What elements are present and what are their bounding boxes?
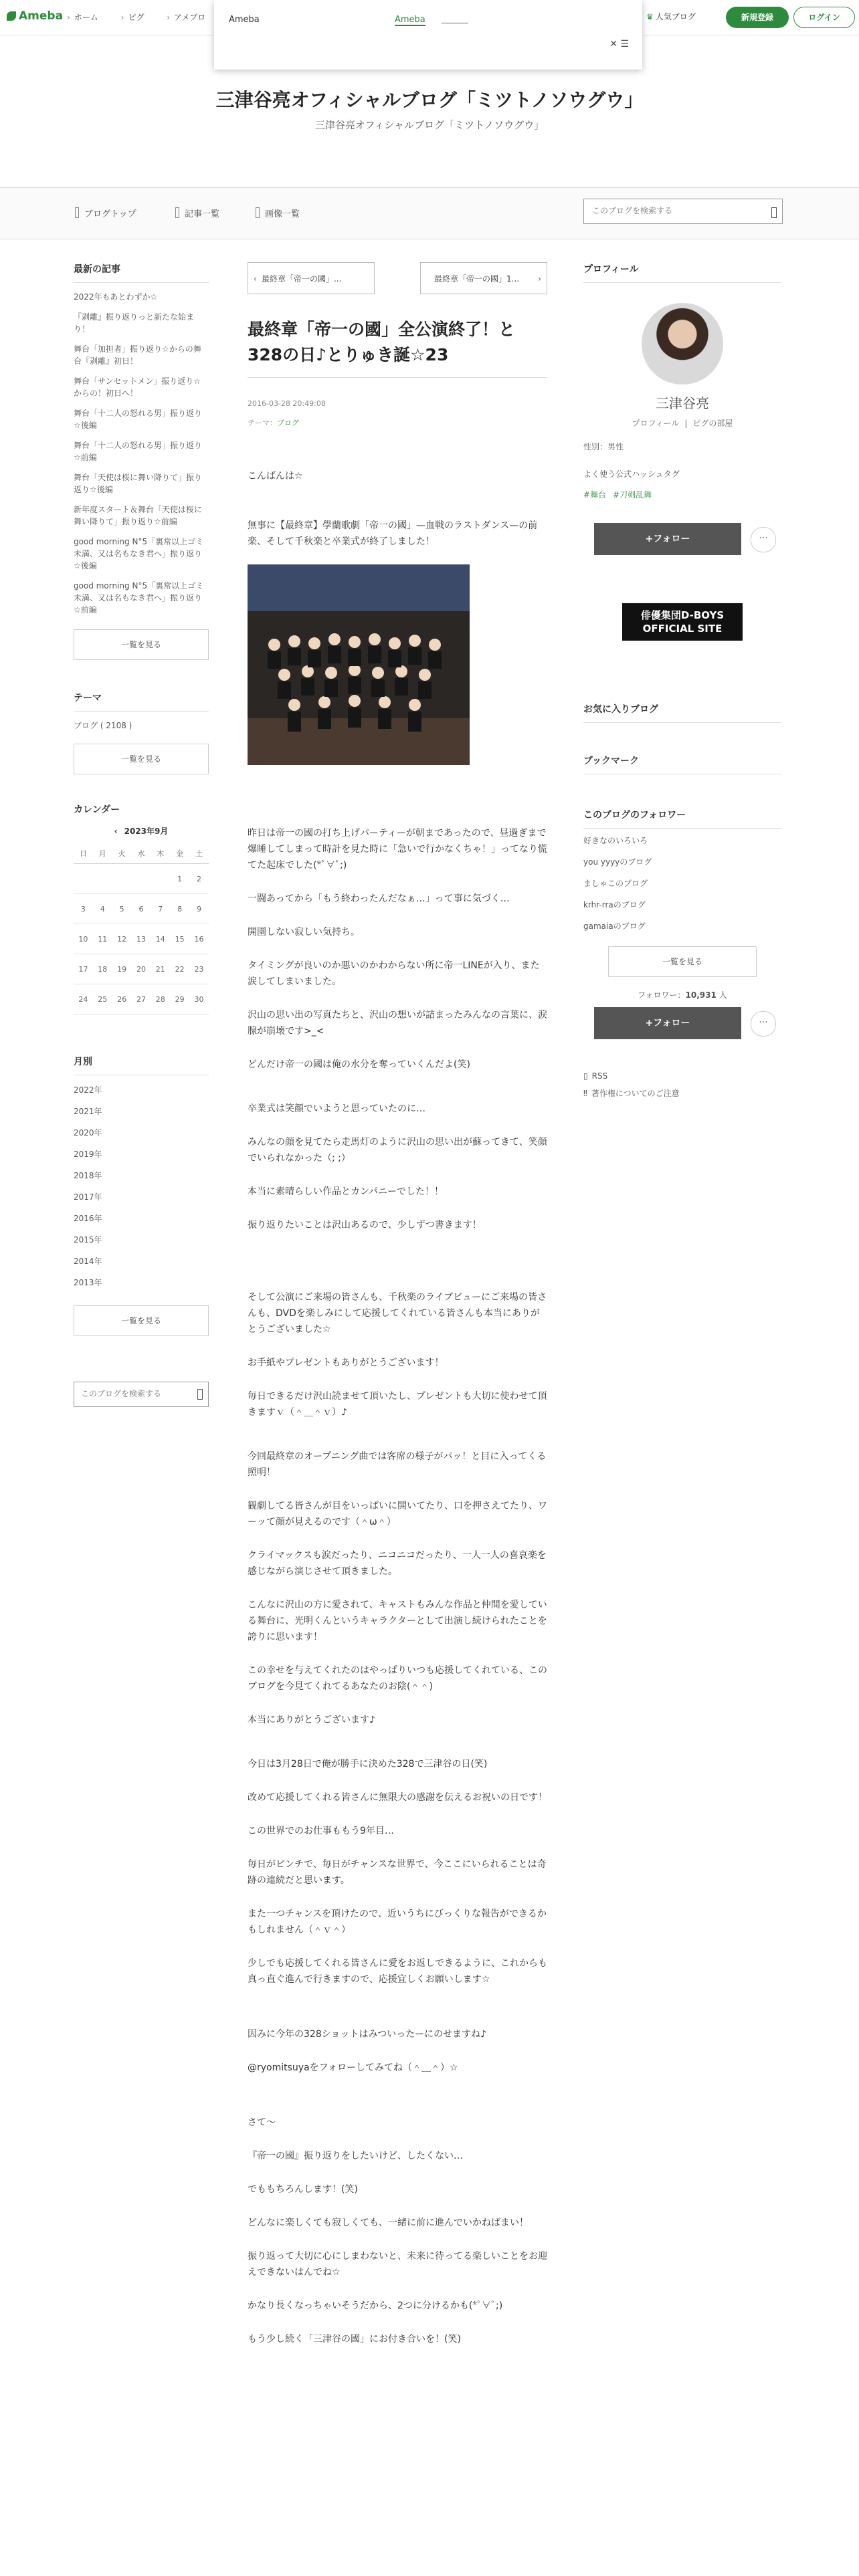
calendar-day: 11 [93,924,112,954]
weekday-label: 木 [151,843,170,864]
archive-year-link[interactable]: 2018年 [74,1171,102,1180]
blog-navbar [0,187,859,239]
recent-article-link[interactable]: 舞台「十二人の怒れる男」振り返り☆後編 [74,409,203,430]
recent-article-link[interactable]: good morning N°5「裏常以上ゴミ未満、又は名もなき君へ」振り返り☆前編 [74,581,204,615]
copyright-icon: ‼ [583,1089,587,1098]
hashtag-link[interactable]: #刀剣乱舞 [613,490,652,500]
article-paragraph: お手紙やプレゼントもありがとうございます！ [248,1358,444,1368]
calendar-day: 15 [170,924,189,954]
follow-button[interactable]: +フォロー [594,1007,741,1039]
article-paragraph: 本当に素晴らしい作品とカンパニーでした！！ [248,1186,444,1197]
calendar-day [132,864,151,894]
archive-year-link[interactable]: 2021年 [74,1107,102,1116]
login-button[interactable]: ログイン [793,7,855,28]
article-paragraph: 今回最終章のオープニング曲では客席の様子がパッ！と目に入ってくる照明！ [248,1451,547,1478]
dboys-official-banner[interactable] [622,603,743,641]
article-paragraph: 『帝一の國』振り返りをしたいけど、したくない… [248,2151,463,2161]
popular-label: 人気ブログ [655,12,696,21]
article-datetime: 2016-03-28 20:49:08 [248,399,326,408]
article-theme [248,417,547,428]
calendar-day: 3 [74,894,93,924]
article-paragraph: 卒業式は笑顔でいようと思っていたのに… [248,1103,425,1114]
calendar-day: 6 [132,894,151,924]
archive-year-link[interactable]: 2015年 [74,1235,102,1245]
weekday-label: 火 [112,843,132,864]
theme-link[interactable]: ブログ ( 2108 ) [74,721,132,730]
article-paragraph: どんなに楽しくても寂しくても、一緒に前に進んでいかねばまい！ [248,2218,529,2228]
calendar-day [151,864,170,894]
top-nav [67,11,225,23]
article-paragraph: 振り返りたいことは沢山あるので、少しずつ書きます！ [248,1220,482,1230]
blog-search-box [583,199,783,224]
sidebar-search-input[interactable] [74,1382,195,1405]
dropdown-active-tab[interactable]: Ameba [395,15,425,25]
article-paragraph: 昨日は帝一の國の打ち上げパーティーが朝まであったので、昼過ぎまで爆睡してしまって時計を見た時に「急いで行かなくちゃ！」ってなり慌てた起床でした(*ﾟ∀ﾟ;) [248,828,547,871]
top-nav-pigg[interactable]: › ピグ [121,13,145,22]
article-title[interactable]: 最終章「帝一の國」全公演終了！と328の日♪とりゅき誕☆23 [248,320,516,364]
ameba-menu-dropdown [214,0,642,70]
weekday-label: 金 [170,843,189,864]
followers-list [583,830,781,937]
recent-articles-list [74,291,209,616]
article-paragraph: また一つチャンスを頂けたので、近いうちにびっくりな報告ができるかもしれません（＾ｖ＾） [248,1909,547,1935]
calendar-month-label: 2023年9月 [124,827,169,836]
top-nav-home[interactable]: › ホーム [67,13,98,22]
favorite-blogs-heading: お気に入りブログ [583,702,781,723]
cast-group-photo[interactable] [248,564,470,765]
follower-blog-link[interactable]: krhr-rraのブログ [583,900,646,909]
dropdown-ameba-link[interactable]: Ameba [229,15,260,25]
dropdown-close-menu-icons[interactable]: ✕ ☰ [609,39,629,49]
logo-text: Ameba [19,9,64,23]
calendar-month [74,825,209,837]
calendar-heading: カレンダー [74,804,120,815]
left-sidebar [74,262,209,1407]
theme-link[interactable]: ブログ [277,419,299,427]
archive-year-link[interactable]: 2019年 [74,1150,102,1159]
recent-article-link[interactable]: 舞台「サンセットメン」振り返り☆からの！初日へ！ [74,377,201,398]
article [248,262,547,2347]
photo-illustration [248,564,470,765]
profile-heading: プロフィール [583,262,781,283]
nav-article-list[interactable]: 記事一覧 [175,207,219,219]
calendar-day: 26 [112,984,132,1014]
popular-blog-link[interactable] [646,11,696,22]
rss-label: RSS [591,1071,608,1081]
crown-icon: ♛ [646,12,654,21]
article-paragraph: 今日は3月28日で俺が勝手に決めた328で三津谷の日(笑) [248,1759,488,1769]
sidebar-search-box [74,1382,209,1407]
calendar-day: 8 [170,894,189,924]
calendar-day: 12 [112,924,132,954]
followers-more-button[interactable]: 一覧を見る [608,946,757,977]
theme-label: テーマ： [248,419,277,427]
follow-row-2 [583,1007,781,1041]
follow-row [583,523,781,556]
search-icon[interactable] [197,1389,203,1400]
article-paragraph: 毎日がピンチで、毎日がチャンスな世界で、今ここにいられることは奇跡の連続だと思います。 [248,1859,547,1886]
signup-button[interactable]: 新規登録 [726,7,789,28]
article-body [248,468,547,2347]
article-paragraph: 因みに今年の328ショットはみついったーにのせますね♪ [248,2029,487,2040]
article-paragraph: 改めて応援してくれる皆さんに無限大の感謝を伝えるお祝いの日です！ [248,1792,547,1803]
archive-year-link[interactable]: 2013年 [74,1278,102,1287]
calendar-day: 1 [170,864,189,894]
article-paragraph: もう少し続く「三津谷の國」にお付き合いを！(笑) [248,2334,461,2345]
archive-list [74,1079,209,1293]
follower-count-value: 10,931 [685,990,717,1000]
ameba-logo[interactable] [7,9,63,23]
banner-line2: OFFICIAL SITE [642,623,723,635]
dboys-banner-wrap [583,603,781,641]
recent-article-link[interactable]: good morning N°5「裏常以上ゴミ未満、又は名もなき君へ」振り返り☆後編 [74,537,204,570]
calendar-day: 5 [112,894,132,924]
more-options-icon[interactable]: ··· [751,527,776,552]
nav-image-list[interactable]: 画像一覧 [256,207,300,219]
calendar-day: 20 [132,954,151,984]
profile-gender: 性別：男性 [583,442,624,451]
archive-year-link[interactable]: 2014年 [74,1257,102,1266]
article-paragraph: 一闘あってから「もう終わったんだなぁ…」って事に気づく… [248,893,510,904]
calendar-day: 7 [151,894,170,924]
follower-count-unit: 人 [719,990,727,1000]
prev-article-link[interactable]: ‹ 最終章「帝一の國」... [248,262,375,294]
calendar-day: 19 [112,954,132,984]
calendar-day: 2 [189,864,209,894]
article-paragraph: この幸せを与えてくれたのはやっぱりいつも応援してくれている、このブログを今見てくれてるあなたのお陰(＾＾) [248,1665,547,1692]
calendar-day: 24 [74,984,93,1014]
profile-link[interactable]: プロフィール [632,419,680,428]
article-paragraph: みんなの顔を見てたら走馬灯のように沢山の思い出が蘇ってきて、笑顔でいられなかった（; ;） [248,1137,547,1164]
article-paragraph: 無事に【最終章】學蘭歌劇「帝一の國」—血戦のラストダンス—の前楽、そして千秋楽と卒業式が終了しました！ [248,520,538,547]
calendar [74,825,209,1014]
calendar-day: 29 [170,984,189,1014]
article-paragraph: かなり長くなっちゃいそうだから、2つに分けるかも(*ﾟ∀ﾟ;) [248,2300,503,2311]
title-divider [248,377,547,378]
calendar-day [112,864,132,894]
copyright-link[interactable] [583,1087,781,1099]
article-paragraph: さて〜 [248,2117,276,2128]
link-separator: | [684,419,688,428]
right-sidebar [583,262,781,1099]
blog-title[interactable]: 三津谷亮オフィシャルブログ「ミツトノソウグウ」 [215,89,644,111]
article-paragraph: 少しでも応援してくれる皆さんに愛をお返しできるように、これからも真っ直ぐ進んで行きますので、応援宜しくお願いします☆ [248,1958,547,1985]
calendar-day: 25 [93,984,112,1014]
rss-link[interactable] [583,1071,781,1081]
weekday-label: 日 [74,843,93,864]
weekday-label: 水 [132,843,151,864]
calendar-day: 9 [189,894,209,924]
hashtag-list [583,489,781,500]
calendar-day: 14 [151,924,170,954]
archive-heading: 月別 [74,1055,209,1075]
leaf-icon [7,11,16,21]
article-paragraph: @ryomitsuyaをフォローしてみてね（＾＿＾）☆ [248,2062,458,2073]
article-paragraph: こんばんは☆ [248,471,303,481]
blog-description: 三津谷亮オフィシャルブログ「ミツトノソウグウ」 [314,119,545,131]
more-options-icon[interactable]: ··· [751,1011,776,1037]
rss-icon: ▯ [583,1071,588,1081]
weekday-label: 土 [189,843,209,864]
follower-blog-link[interactable]: ましゃこのブログ [583,879,648,888]
archive-year-link[interactable]: 2016年 [74,1214,102,1223]
calendar-day: 23 [189,954,209,984]
article-paragraph: 沢山の思い出の写真たちと、沢山の想いが詰まったみんなの言葉に、涙腺が崩壊です>_< [248,1010,547,1037]
recent-article-link[interactable]: 舞台「十二人の怒れる男」振り返り☆前編 [74,441,203,462]
calendar-day: 13 [132,924,151,954]
archive-year-link[interactable]: 2020年 [74,1128,102,1138]
article-paragraph: 観劇してる皆さんが目をいっぱいに開いてたり、口を押さえてたり、ワーッて顔が見えるのです（＾ω＾） [248,1501,547,1527]
followers-heading: このブログのフォロワー [583,808,781,829]
article-paragraphs [248,825,547,2347]
calendar-day: 28 [151,984,170,1014]
follow-button[interactable]: +フォロー [594,523,741,555]
weekday-label: 月 [93,843,112,864]
follower-blog-link[interactable]: 好きなのいろいろ [583,836,648,845]
recent-more-button[interactable]: 一覧を見る [74,629,209,660]
calendar-day [93,864,112,894]
calendar-day: 4 [93,894,112,924]
follower-blog-link[interactable]: you yyyyのブログ [583,857,652,867]
pig-room-link[interactable]: ピグの部屋 [692,419,733,428]
theme-heading: テーマ [74,691,209,712]
calendar-day: 17 [74,954,93,984]
article-paragraph: 毎日できるだけ沢山読ませて頂いたし、プレゼントも大切に使わせて頂きますｖ（＾＿＾ｖ）♪ [248,1391,547,1418]
article-pager [248,262,547,294]
article-paragraph: この世界でのお仕事ももう9年目… [248,1826,394,1836]
profile-avatar[interactable] [642,303,723,385]
bookmark-heading: ブックマーク [583,754,781,774]
follower-count [583,989,781,1000]
archive-year-link[interactable]: 2022年 [74,1085,102,1095]
next-article-link[interactable]: 最終章「帝一の國」1... › [420,262,547,294]
top-nav-ameblo[interactable]: › アメブロ [167,13,205,22]
banner-line1: 俳優集団D-BOYS [640,609,725,621]
blog-search-input[interactable] [584,199,767,222]
article-paragraph: そして公演にご来場の皆さんも、千秋楽のライブビューにご来場の皆さんも、DVDを楽しみにして応援してくれている皆さんも本当にありがとうございました☆ [248,1292,547,1335]
calendar-day: 18 [93,954,112,984]
article-paragraph: タイミングが良いのか悪いのかわからない所に帝一LINEが入り、また涙してしまいました。 [248,960,540,987]
archive-year-link[interactable]: 2017年 [74,1192,102,1202]
recent-article-link[interactable]: 舞台「加担者」振り返り☆からの舞台『剥離』初日！ [74,344,201,366]
theme-more-button[interactable]: 一覧を見る [74,744,209,774]
calendar-day: 16 [189,924,209,954]
search-icon[interactable] [771,207,777,218]
archive-more-button[interactable]: 一覧を見る [74,1305,209,1336]
profile-name[interactable]: 三津谷亮 [656,395,709,411]
recent-article-link[interactable]: 『剥離』振り返りっと新たな始まり！ [74,312,195,334]
article-paragraph: 振り返って大切に心にしまわないと、未来に待ってる楽しいことをお迎えできないはんでね☆ [248,2251,547,2278]
follower-blog-link[interactable]: gamaiaのブログ [583,922,646,931]
recent-article-link[interactable]: 2022年もあとわずか☆ [74,292,158,302]
recent-article-link[interactable]: 新年度スタート＆舞台「天使は桜に舞い降りて」振り返り☆前編 [74,505,203,526]
article-paragraph: どんだけ帝一の國は俺の水分を奪っていくんだよ(笑) [248,1059,470,1070]
recent-article-link[interactable]: 舞台「天使は桜に舞い降りて」振り返り☆後編 [74,473,203,494]
article-paragraph: 開園しない寂しい気持ち。 [248,927,360,938]
calendar-day: 21 [151,954,170,984]
calendar-day [74,864,93,894]
calendar-day: 30 [189,984,209,1014]
hashtag-heading: よく使う公式ハッシュタグ [583,469,680,479]
nav-blog-top[interactable]: ブログトップ [75,207,136,219]
calendar-day: 10 [74,924,93,954]
calendar-prev-icon[interactable]: ‹ [114,827,118,836]
article-paragraph: でももちろんします！(笑) [248,2184,358,2195]
article-paragraph: こんなに沢山の方に愛されて、キャストもみんな作品と仲間を愛している舞台に、光明くんというキャラクターとして出演し続けられたことを誇りに思います！ [248,1600,547,1642]
article-paragraph: クライマックスも涙だったり、ニコニコだったり、一人一人の喜哀楽を感じながら演じさせて頂きました。 [248,1550,547,1577]
calendar-day: 27 [132,984,151,1014]
calendar-grid [74,843,209,1014]
article-paragraph: 本当にありがとうございます♪ [248,1715,375,1725]
follower-count-label: フォロワー： [638,990,686,1000]
calendar-day: 22 [170,954,189,984]
recent-articles-heading: 最新の記事 [74,262,209,283]
hashtag-link[interactable]: #舞台 [583,490,607,500]
profile-links [583,417,781,429]
copyright-label: 著作権についてのご注意 [591,1089,680,1098]
